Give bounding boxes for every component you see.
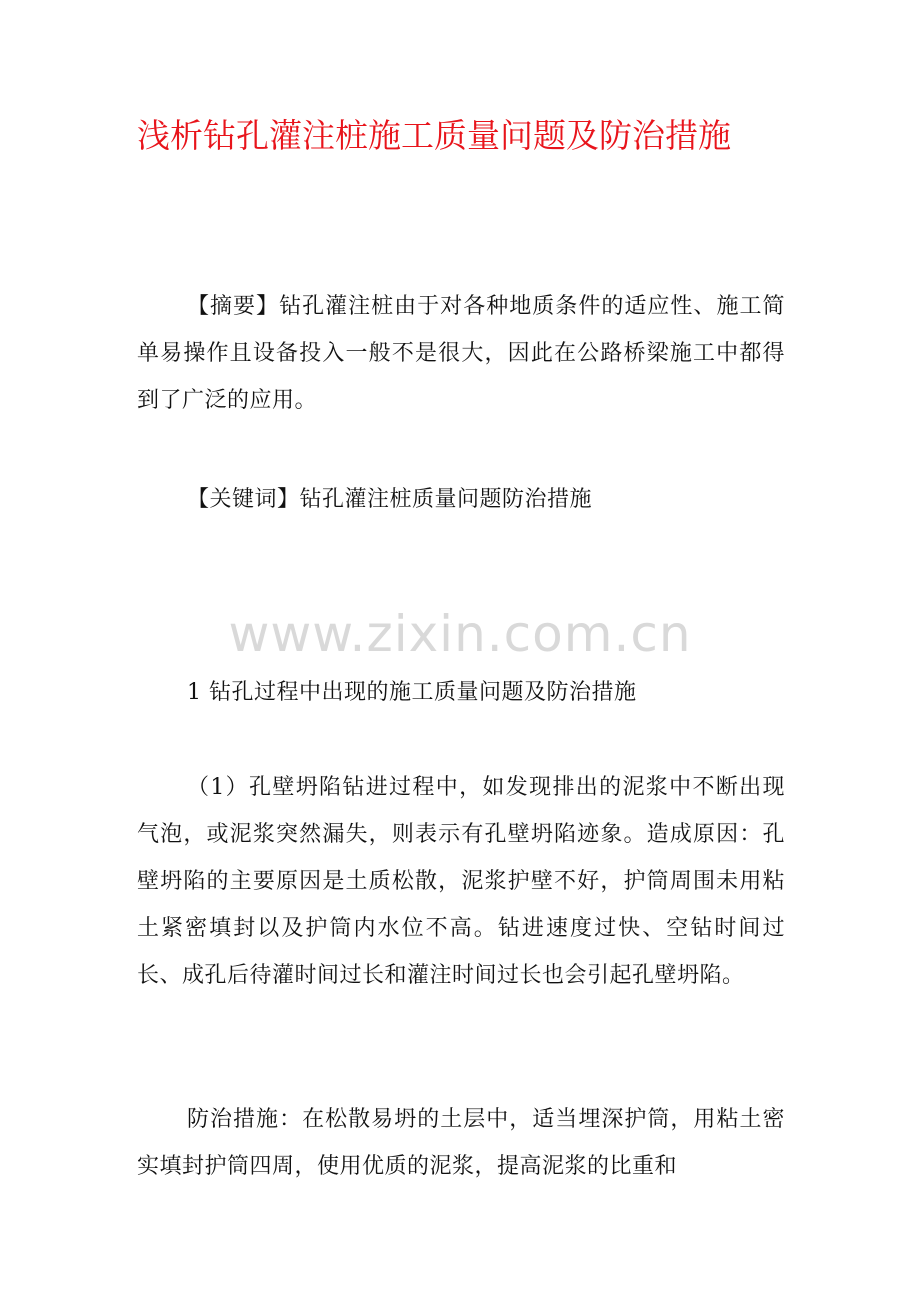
issue-paragraph: （1）孔壁坍陷钻进过程中，如发现排出的泥浆中不断出现气泡，或泥浆突然漏失，则表示有孔壁坍陷迹象。造成原因：孔壁坍陷的主要原因是土质松散，泥浆护壁不好，护筒周围未用粘土紧密填封以及护筒内水位不高。钻进速度过快、空钻时间过长、成孔后待灌时间过长和灌注时间过长也会引起孔壁坍陷。 <box>137 775 785 988</box>
section-heading: 1 钻孔过程中出现的施工质量问题及防治措施 <box>187 680 637 705</box>
abstract-paragraph: 【摘要】钻孔灌注桩由于对各种地质条件的适应性、施工简单易操作且设备投入一般不是很大，因此在公路桥梁施工中都得到了广泛的应用。 <box>137 294 785 413</box>
watermark-text: www.zixin.com.cn <box>228 605 692 663</box>
document-title: 浅析钻孔灌注桩施工质量问题及防治措施 <box>137 116 731 155</box>
keywords-paragraph: 【关键词】钻孔灌注桩质量问题防治措施 <box>187 487 593 512</box>
prevention-paragraph: 防治措施：在松散易坍的土层中，适当埋深护筒，用粘土密实填封护筒四周，使用优质的泥浆，提高泥浆的比重和 <box>137 1107 785 1179</box>
